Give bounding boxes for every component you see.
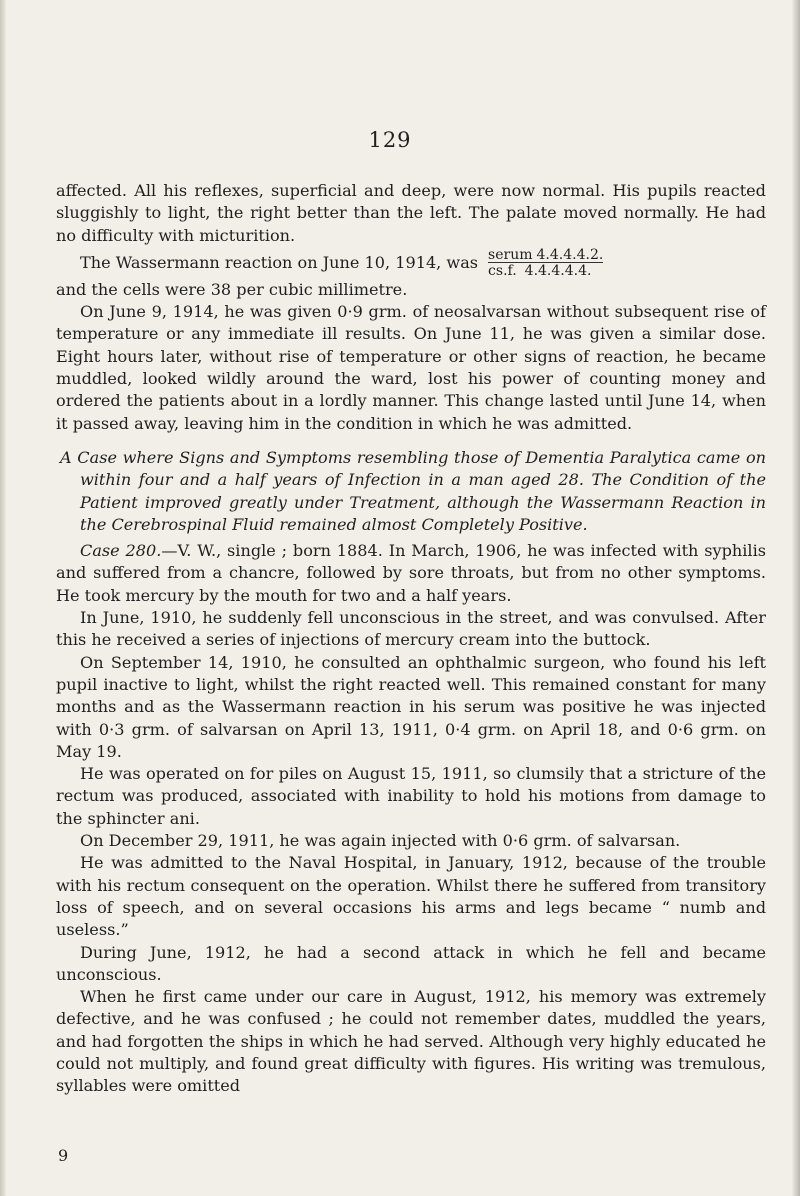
page-number: 129: [368, 128, 412, 152]
paragraph-december-1911: On December 29, 1911, he was again injected with 0·6 grm. of salvarsan.: [80, 831, 681, 851]
case-heading: A Case where Signs and Symptoms resembling those of Dementia Paralytica came on within four and a half years of Infection in a man aged 28. The Condition of the Patient improved greatly under Treatment, although the Wassermann Reaction in the Cerebrospinal Fluid remained almost Completely Positive.: [60, 447, 766, 534]
page-edge-shadow-right: [792, 0, 800, 1196]
wassermann-result-line: [56, 246, 766, 279]
csf-label: cs.f.: [488, 262, 517, 279]
paragraph-neosalvarsan: On June 9, 1914, he was given 0·9 grm. of neosalvarsan without subsequent rise of temperature or any immediate ill results. On June 11, he was given a similar dose. Eight hours later, without rise of temperature or other signs of reaction, he became muddled, looked wildly around the ward, lost his power of counting money and ordered the patients about in a lordly manner. This change lasted until June 14, when it passed away, leaving him in the condition in which he was admitted.: [56, 302, 766, 433]
page-body: [56, 180, 766, 1098]
paragraph-piles-operation: He was operated on for piles on August 15, 1911, so clumsily that a stricture of the rectum was produced, associated with inability to hold his motions from damage to the sphincter ani.: [56, 764, 766, 828]
paragraph-june-1910: In June, 1910, he suddenly fell unconscious in the street, and was convulsed. After this he received a series of injections of mercury cream into the buttock.: [56, 608, 766, 650]
page-edge-shadow-left: [0, 0, 6, 1196]
paragraph-affected: affected. All his reflexes, superficial and deep, were now normal. His pupils reacted sluggishly to light, the right better than the left. The palate moved normally. He had no difficulty with micturition.: [56, 181, 766, 245]
paragraph-naval-hospital: He was admitted to the Naval Hospital, in January, 1912, because of the trouble with his rectum consequent on the operation. Whilst there he suffered from transitory loss of speech, and on several occasions his arms and legs became “ numb and useless.”: [56, 853, 766, 940]
paragraph-cells: and the cells were 38 per cubic millimetre.: [56, 279, 408, 299]
signature-mark: 9: [58, 1146, 69, 1165]
paragraph-june-1912: During June, 1912, he had a second attack in which he fell and became unconscious.: [56, 942, 766, 984]
paragraph-august-1912: When he first came under our care in August, 1912, his memory was extremely defective, and he was confused ; he could not remember dates, muddled the years, and had forgotten the ships in which he had served. Although very highly educated he could not multiply, and found great difficulty with figures. His writing was tremulous, syllables were omitted: [56, 987, 766, 1096]
paragraph-case-280: [56, 540, 766, 607]
paragraph-september-1910: On September 14, 1910, he consulted an ophthalmic surgeon, who found his left pupil inactive to light, whilst the right reacted well. This remained constant for many months and as the Wassermann reaction in his serum was positive he was injected with 0·3 grm. of salvarsan on April 13, 1911, 0·4 grm. on April 18, and 0·6 grm. on May 19.: [56, 652, 766, 761]
serum-value: 4.4.4.4.2.: [536, 246, 604, 263]
serum-label: serum: [488, 246, 533, 263]
wassermann-lead-text: The Wassermann reaction on June 10, 1914, was: [80, 252, 479, 272]
case-text: —V. W., single ; born 1884. In March, 1906, he was infected with syphilis and suffered from a chancre, followed by sore throats, but from no other symptoms. He took mercury by the mouth for two and a half years.: [56, 541, 766, 605]
case-label: Case 280.: [80, 541, 162, 561]
wassermann-fraction: [488, 248, 603, 278]
csf-value: 4.4.4.4.4.: [524, 262, 592, 279]
